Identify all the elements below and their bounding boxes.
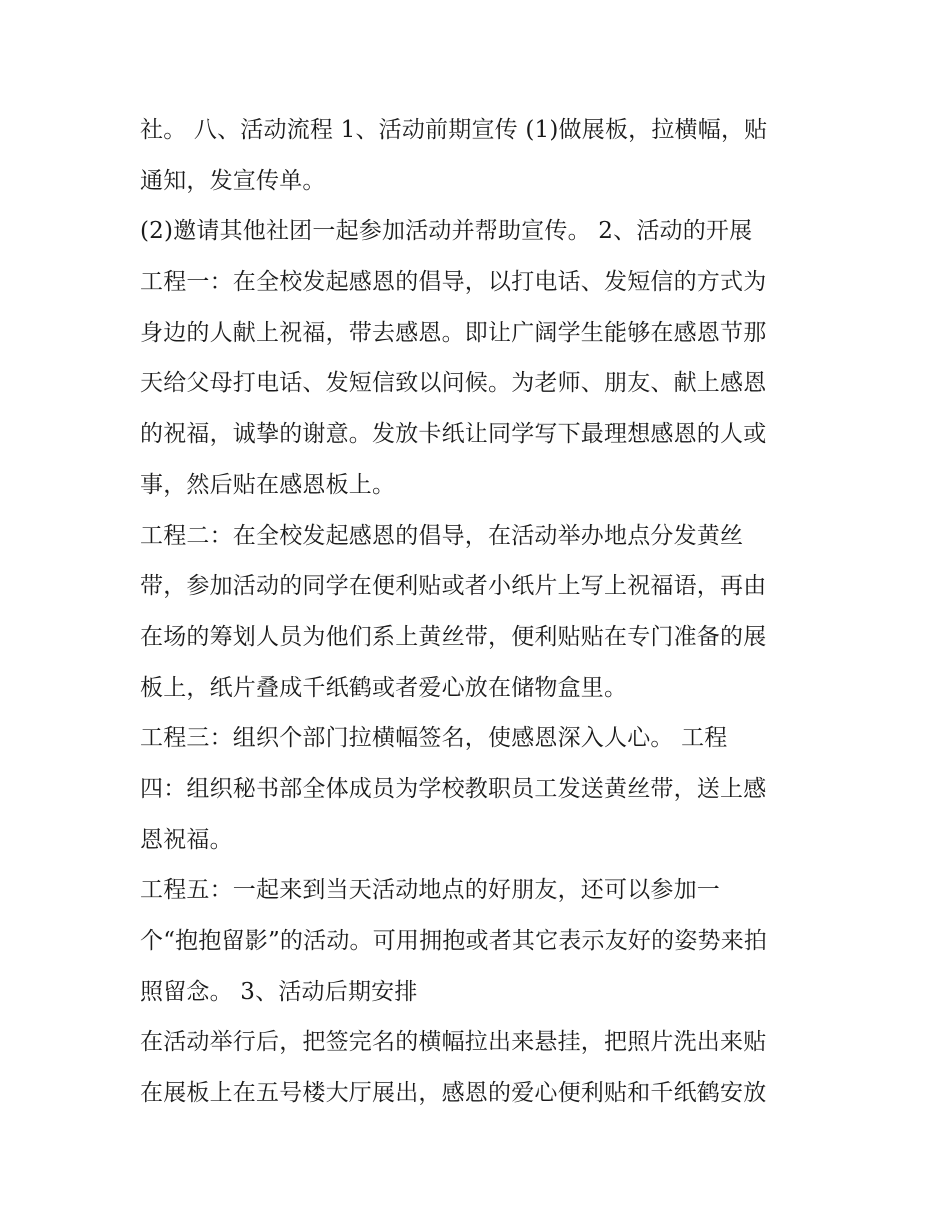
text-line: 个“抱抱留影”的活动。可用拥抱或者其它表示友好的姿势来拍 [140,928,768,954]
text-line: 工程三：组织个部门拉横幅签名，使感恩深入人心。 工程 [140,725,728,752]
text-line: 在场的筹划人员为他们系上黄丝带，便利贴贴在专门准备的展 [140,623,767,650]
text-line: 社。 八、活动流程 1、活动前期宣传 (1)做展板，拉横幅，贴 [140,117,768,143]
text-line: 四：组织秘书部全体成员为学校教职员工发送黄丝带，送上感 [140,775,767,802]
text-line: 工程五：一起来到当天活动地点的好朋友，还可以参加一 [140,877,720,904]
text-line: 天给父母打电话、发短信致以问候。为老师、朋友、献上感恩 [140,370,767,397]
text-line: 带，参加活动的同学在便利贴或者小纸片上写上祝福语，再由 [140,573,767,600]
text-line: 恩祝福。 [140,826,233,853]
text-line: 工程二：在全校发起感恩的倡导，在活动举办地点分发黄丝 [140,522,744,549]
text-line: 在展板上在五号楼大厅展出，感恩的爱心便利贴和千纸鹤安放 [140,1080,767,1107]
text-line: (2)邀请其他社团一起参加活动并帮助宣传。 2、活动的开展 [140,218,753,245]
text-line: 照留念。 3、活动后期安排 [140,978,418,1005]
text-line: 身边的人献上祝福，带去感恩。即让广阔学生能够在感恩节那 [140,319,767,346]
text-line: 事，然后贴在感恩板上。 [140,471,396,498]
text-line: 通知，发宣传单。 [140,167,326,194]
text-line: 在活动举行后，把签完名的横幅拉出来悬挂，把照片洗出来贴 [140,1029,767,1056]
text-line: 的祝福，诚挚的谢意。发放卡纸让同学写下最理想感恩的人或 [140,421,767,448]
body-text [140,105,830,1119]
text-line: 工程一：在全校发起感恩的倡导，以打电话、发短信的方式为 [140,269,767,296]
text-line: 板上，纸片叠成千纸鹤或者爱心放在储物盒里。 [140,674,628,701]
